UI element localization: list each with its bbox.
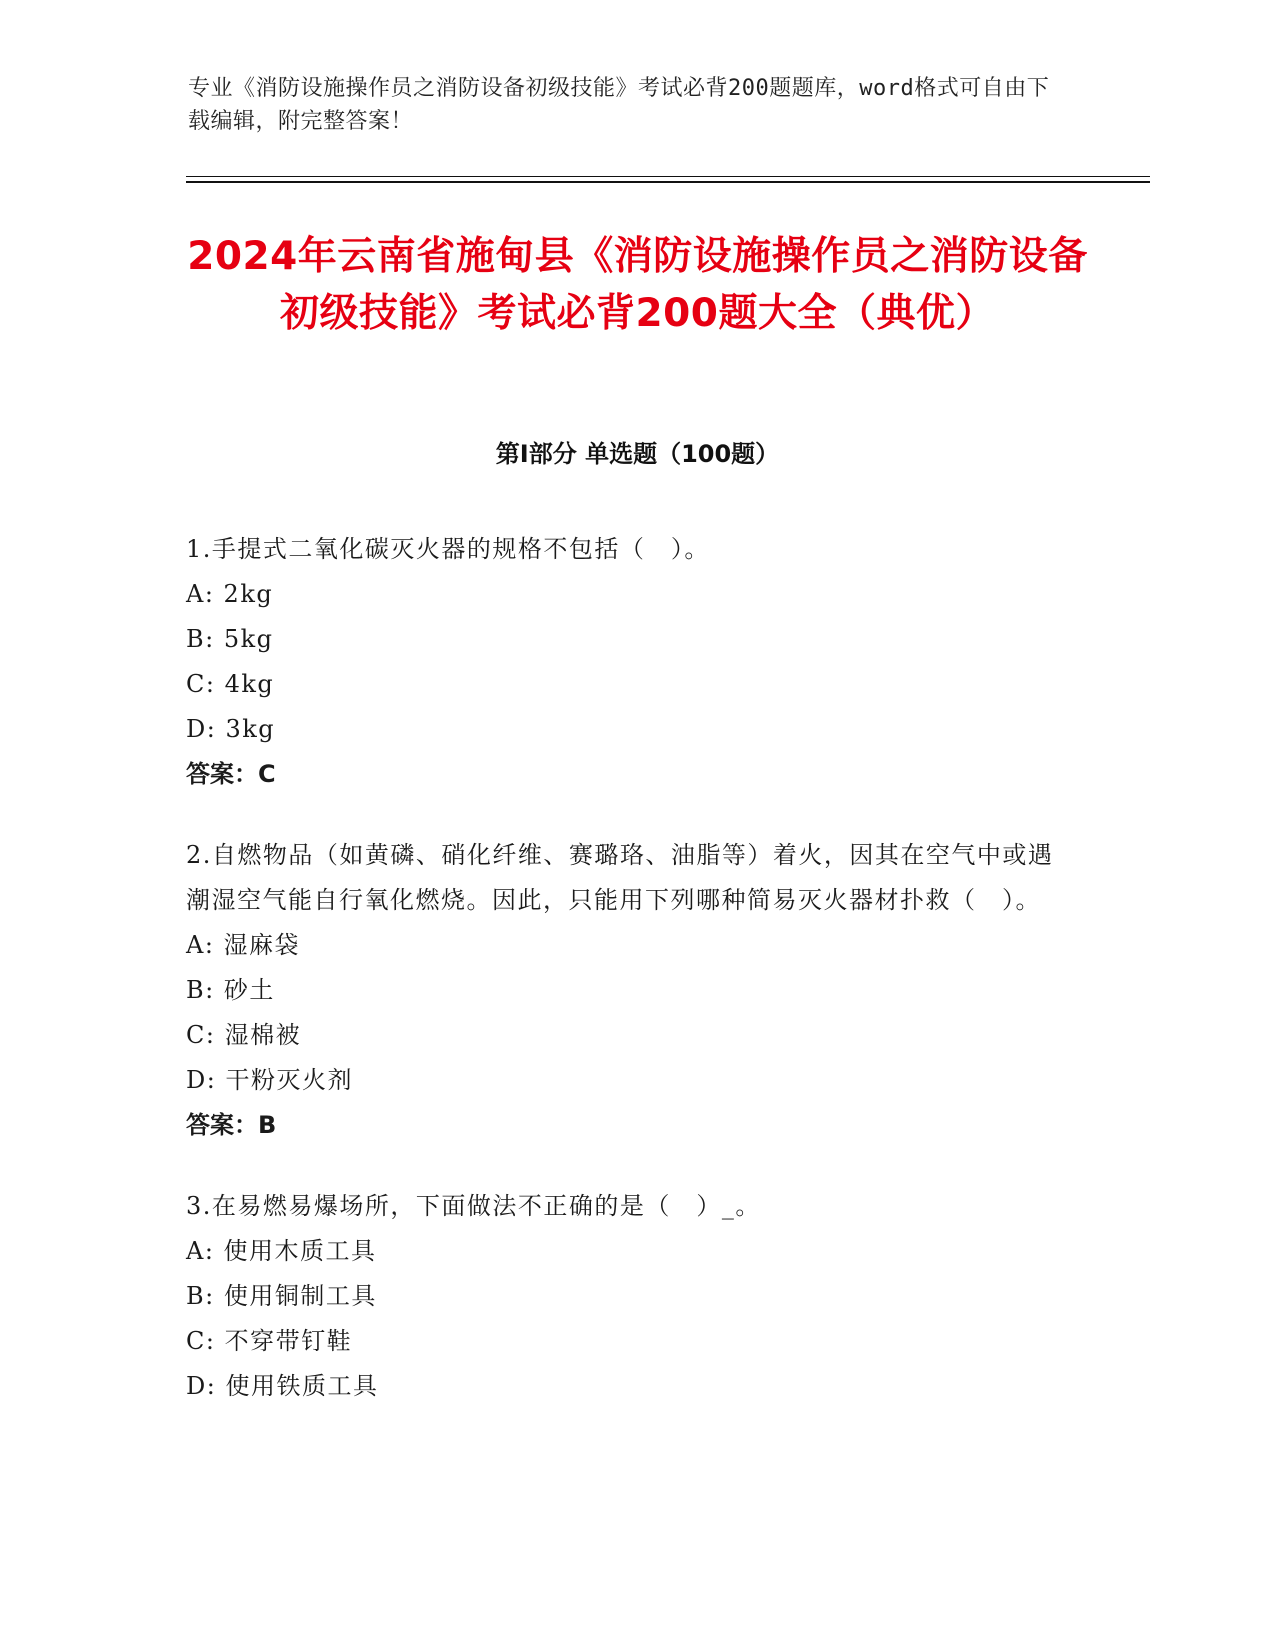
section-title: 第Ⅰ部分 单选题（100题） <box>495 440 780 468</box>
document-title: 2024年云南省施甸县《消防设施操作员之消防设备初级技能》考试必背200题大全（典优） <box>187 234 1088 336</box>
question-1 <box>186 527 1066 797</box>
header-note: 专业《消防设施操作员之消防设备初级技能》考试必背200题题库，word格式可自由下载编辑，附完整答案！ <box>188 76 1050 134</box>
question-3 <box>186 1184 1066 1409</box>
option-c: C: 湿棉被 <box>186 1021 302 1049</box>
question-list <box>186 527 1066 1445</box>
answer: 答案：B <box>186 1111 277 1139</box>
option-b: B: 使用铜制工具 <box>186 1282 377 1310</box>
question-stem: 2.自燃物品（如黄磷、硝化纤维、赛璐珞、油脂等）着火，因其在空气中或遇潮湿空气能自行氧化燃烧。因此，只能用下列哪种简易灭火器材扑救（ ）。 <box>186 841 1054 914</box>
option-d: D: 使用铁质工具 <box>186 1372 379 1400</box>
option-c: C: 不穿带钉鞋 <box>186 1327 353 1355</box>
option-b: B: 5kg <box>186 625 274 653</box>
option-b: B: 砂土 <box>186 976 275 1004</box>
option-a: A: 使用木质工具 <box>186 1237 377 1265</box>
question-stem: 3.在易燃易爆场所，下面做法不正确的是（ ）_。 <box>186 1192 761 1220</box>
option-d: D: 3kg <box>186 715 276 743</box>
header-divider-thin <box>186 176 1150 177</box>
answer: 答案：C <box>186 760 276 788</box>
question-stem: 1.手提式二氧化碳灭火器的规格不包括（ ）。 <box>186 535 710 563</box>
option-c: C: 4kg <box>186 670 275 698</box>
question-2 <box>186 833 1066 1148</box>
header-divider-thick <box>186 181 1150 183</box>
option-a: A: 2kg <box>186 580 274 608</box>
option-d: D: 干粉灭火剂 <box>186 1066 353 1094</box>
option-a: A: 湿麻袋 <box>186 931 301 959</box>
